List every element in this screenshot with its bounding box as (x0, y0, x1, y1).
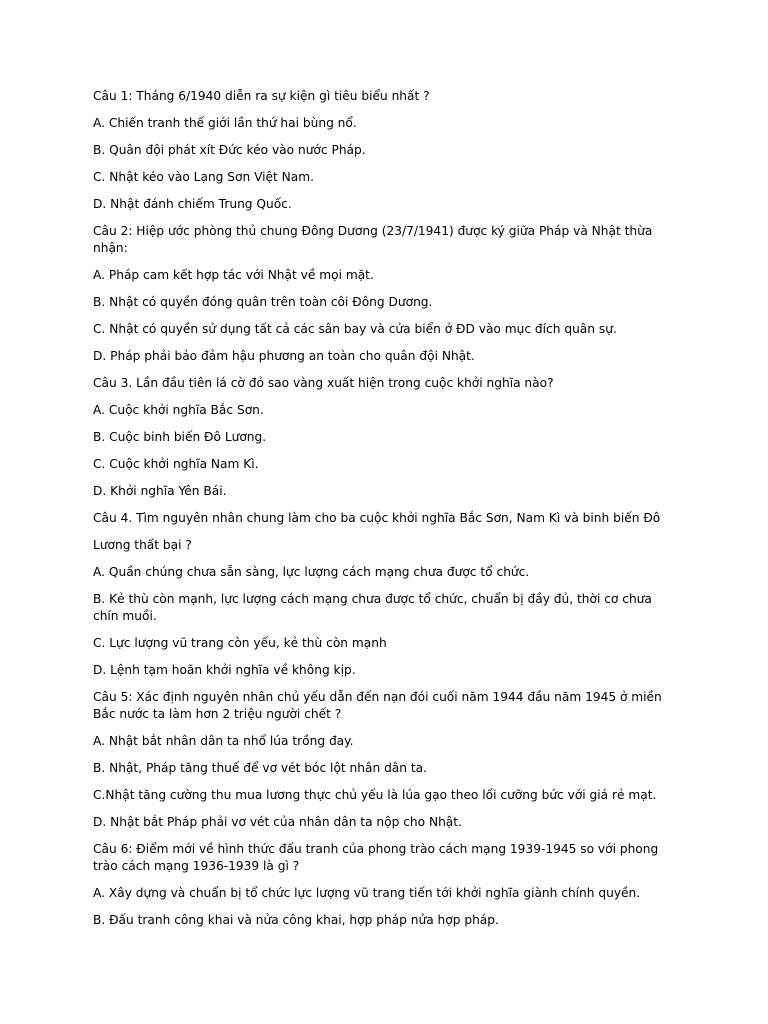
q6-option-b: B. Đấu tranh công khai và nửa công khai, hợp pháp nửa hợp pháp. (93, 913, 499, 927)
q1-option-a: A. Chiến tranh thế giới lần thứ hai bùng nổ. (93, 116, 357, 130)
q1-option-b: B. Quân đội phát xít Đức kéo vào nước Pháp. (93, 143, 366, 157)
question-6: Câu 6: Điểm mới về hình thức đấu tranh của phong trào cách mạng 1939-1945 so với phong trào cách mạng 1936-1939 là gì ? (93, 842, 659, 873)
q5-option-c: C.Nhật tăng cường thu mua lương thực chủ yếu là lúa gạo theo lối cưỡng bức với giá rẻ mạt. (93, 788, 657, 802)
q2-option-b: B. Nhật có quyền đóng quân trên toàn côi Đông Dương. (93, 295, 433, 309)
question-1: Câu 1: Tháng 6/1940 diễn ra sự kiện gì tiêu biểu nhất ? (93, 89, 430, 103)
q2-option-d: D. Pháp phải bảo đảm hậu phương an toàn cho quân đội Nhật. (93, 349, 475, 363)
q3-option-a: A. Cuộc khởi nghĩa Bắc Sơn. (93, 403, 264, 417)
q2-option-c: C. Nhật có quyền sử dụng tất cả các sân bay và cửa biển ở ĐD vào mục đích quân sự. (93, 322, 617, 336)
question-3: Câu 3. Lần đầu tiên lá cờ đỏ sao vàng xuất hiện trong cuộc khởi nghĩa nào? (93, 376, 554, 390)
q3-option-c: C. Cuộc khởi nghĩa Nam Kì. (93, 457, 259, 471)
q2-option-a: A. Pháp cam kết hợp tác với Nhật về mọi mặt. (93, 268, 374, 282)
q4-option-b: B. Kẻ thù còn mạnh, lực lượng cách mạng chưa được tổ chức, chuẩn bị đầy đủ, thời cơ chưa chín muồi. (93, 592, 652, 623)
q5-option-a: A. Nhật bắt nhân dân ta nhổ lúa trồng đay. (93, 734, 354, 748)
q6-option-a: A. Xây dựng và chuẩn bị tổ chức lực lượng vũ trang tiến tới khởi nghĩa giành chính quyền. (93, 886, 641, 900)
q1-option-c: C. Nhật kéo vào Lạng Sơn Việt Nam. (93, 170, 315, 184)
question-5: Câu 5: Xác định nguyên nhân chủ yếu dẫn đến nạn đói cuối năm 1944 đầu năm 1945 ở miền Bắc nước ta làm hơn 2 triệu người chết ? (93, 690, 662, 721)
question-2: Câu 2: Hiệp ước phòng thủ chung Đông Dương (23/7/1941) được ký giữa Pháp và Nhật thừa nhận: (93, 224, 653, 255)
q5-option-b: B. Nhật, Pháp tăng thuế để vơ vét bóc lột nhân dân ta. (93, 761, 427, 775)
q4-option-a: A. Quần chúng chưa sẵn sàng, lực lượng cách mạng chưa được tổ chức. (93, 565, 530, 579)
q3-option-b: B. Cuộc binh biến Đô Lương. (93, 430, 267, 444)
question-4-line-2: Lương thất bại ? (93, 538, 192, 552)
q1-option-d: D. Nhật đánh chiếm Trung Quốc. (93, 197, 292, 211)
q4-option-d: D. Lệnh tạm hoãn khởi nghĩa về không kịp. (93, 663, 356, 677)
q4-option-c: C. Lực lượng vũ trang còn yếu, kẻ thù còn mạnh (93, 636, 387, 650)
q5-option-d: D. Nhật bắt Pháp phải vơ vét của nhân dân ta nộp cho Nhật. (93, 815, 462, 829)
question-4-line-1: Câu 4. Tìm nguyên nhân chung làm cho ba cuộc khởi nghĩa Bắc Sơn, Nam Kì và binh biến Đô (93, 511, 661, 525)
q3-option-d: D. Khởi nghĩa Yên Bái. (93, 484, 227, 498)
